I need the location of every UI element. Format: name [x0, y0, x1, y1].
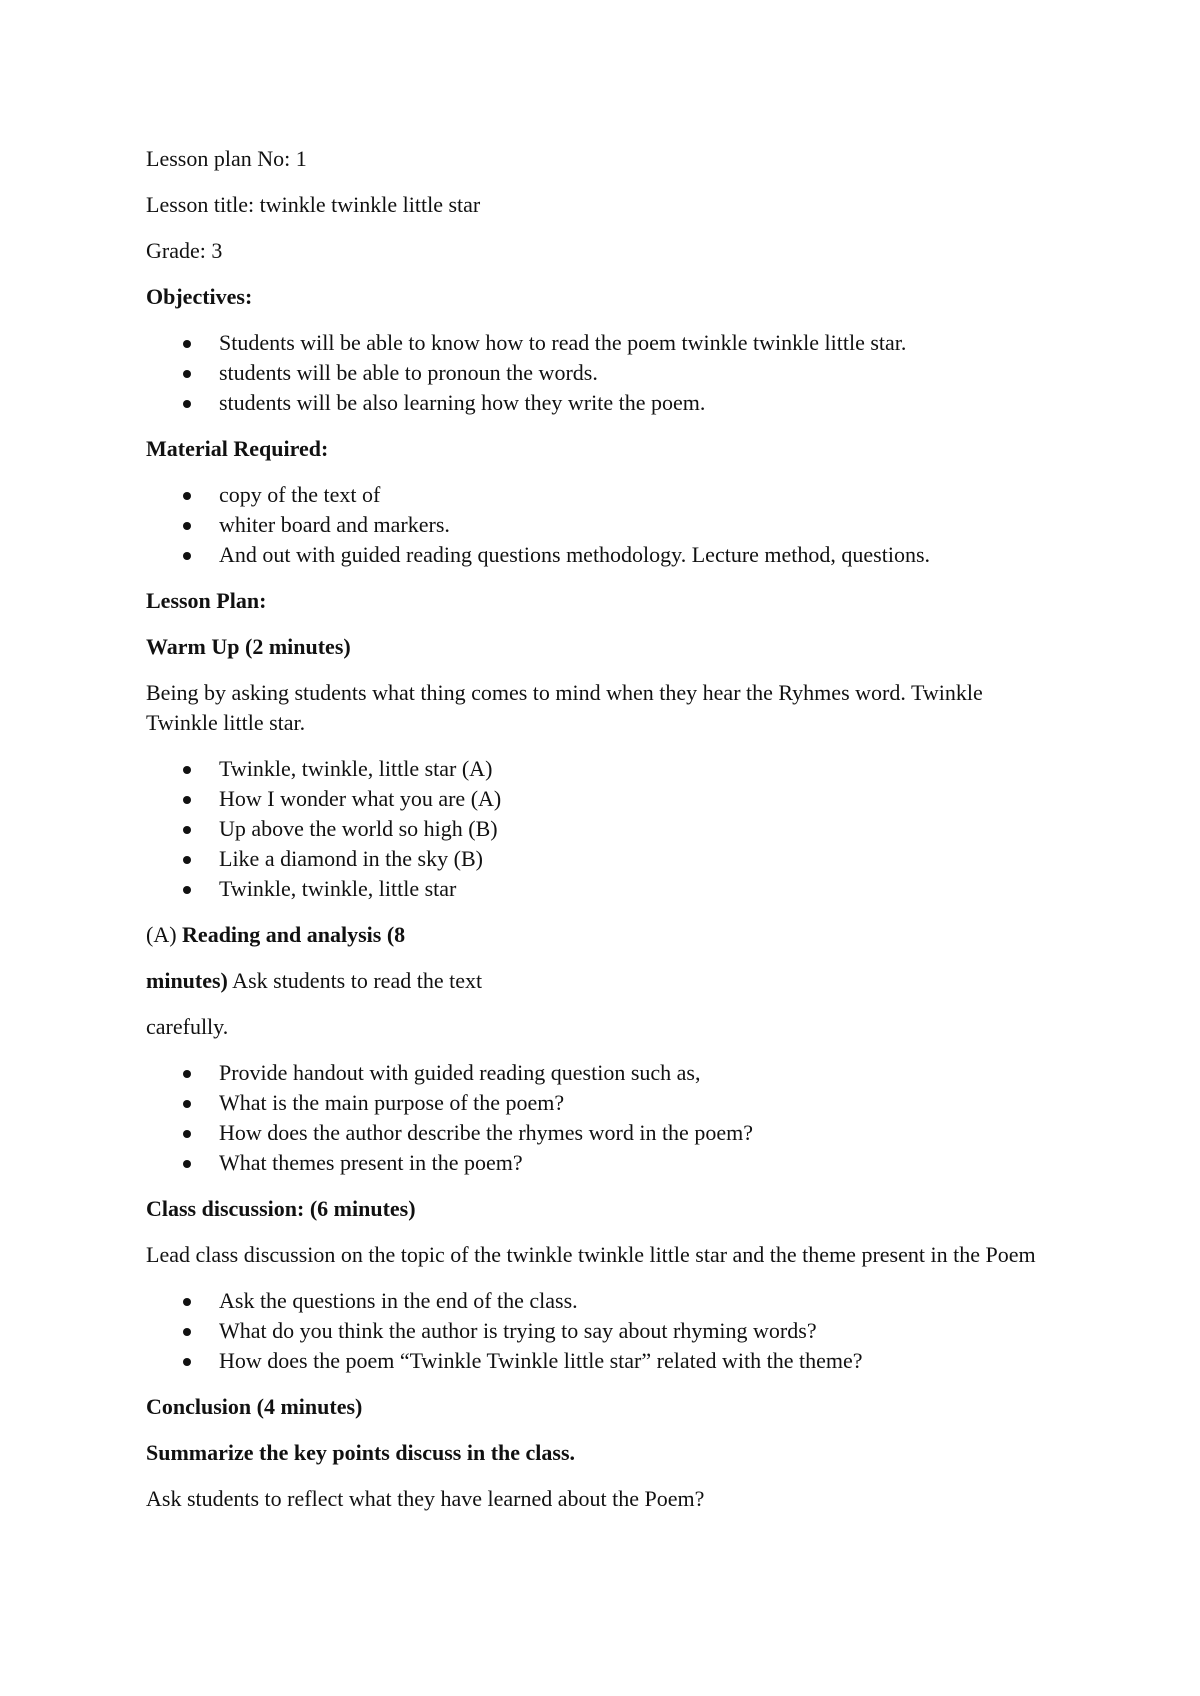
conclusion-summary: Summarize the key points discuss in the class. — [146, 1440, 576, 1465]
reading-questions-list — [146, 1058, 1046, 1178]
list-item: What is the main purpose of the poem? — [219, 1088, 1046, 1118]
reading-prefix: (A) — [146, 922, 183, 947]
reading-text-line — [146, 966, 1046, 996]
discussion-heading: Class discussion: (6 minutes) — [146, 1196, 416, 1221]
list-item: How does the poem “Twinkle Twinkle little star” related with the theme? — [219, 1346, 1046, 1376]
warm-up-heading: Warm Up (2 minutes) — [146, 634, 351, 659]
discussion-text: Lead class discussion on the topic of the twinkle twinkle little star and the theme present in the Poem — [146, 1242, 1036, 1267]
reading-text: Ask students to read the text — [227, 968, 483, 993]
materials-list — [146, 480, 1046, 570]
list-item: Up above the world so high (B) — [219, 814, 1046, 844]
reading-text-cont: carefully. — [146, 1014, 229, 1039]
grade: Grade: 3 — [146, 238, 223, 263]
list-item: Ask the questions in the end of the class. — [219, 1286, 1046, 1316]
rhyme-list — [146, 754, 1046, 904]
materials-heading: Material Required: — [146, 436, 329, 461]
lesson-plan-heading: Lesson Plan: — [146, 588, 267, 613]
objectives-list — [146, 328, 1046, 418]
list-item: Twinkle, twinkle, little star (A) — [219, 754, 1046, 784]
list-item: Like a diamond in the sky (B) — [219, 844, 1046, 874]
lesson-number: Lesson plan No: 1 — [146, 146, 307, 171]
lesson-title: Lesson title: twinkle twinkle little star — [146, 192, 481, 217]
conclusion-heading: Conclusion (4 minutes) — [146, 1394, 363, 1419]
conclusion-text: Ask students to reflect what they have learned about the Poem? — [146, 1486, 705, 1511]
warm-up-text: Being by asking students what thing comes to mind when they hear the Ryhmes word. Twinkle Twinkle little star. — [146, 680, 983, 735]
list-item: How I wonder what you are (A) — [219, 784, 1046, 814]
list-item: What themes present in the poem? — [219, 1148, 1046, 1178]
list-item: whiter board and markers. — [219, 510, 1046, 540]
list-item: copy of the text of — [219, 480, 1046, 510]
reading-heading-line — [146, 920, 1046, 950]
reading-heading: Reading and analysis (8 — [182, 922, 406, 947]
discussion-list — [146, 1286, 1046, 1376]
list-item: How does the author describe the rhymes word in the poem? — [219, 1118, 1046, 1148]
reading-heading-cont: minutes) — [146, 968, 228, 993]
list-item: students will be also learning how they write the poem. — [219, 388, 1046, 418]
objectives-heading: Objectives: — [146, 284, 253, 309]
list-item: Students will be able to know how to read the poem twinkle twinkle little star. — [219, 328, 1046, 358]
list-item: students will be able to pronoun the words. — [219, 358, 1046, 388]
list-item: Twinkle, twinkle, little star — [219, 874, 1046, 904]
document-content — [146, 144, 1046, 1530]
list-item: What do you think the author is trying to say about rhyming words? — [219, 1316, 1046, 1346]
list-item: And out with guided reading questions methodology. Lecture method, questions. — [219, 540, 1046, 570]
list-item: Provide handout with guided reading question such as, — [219, 1058, 1046, 1088]
